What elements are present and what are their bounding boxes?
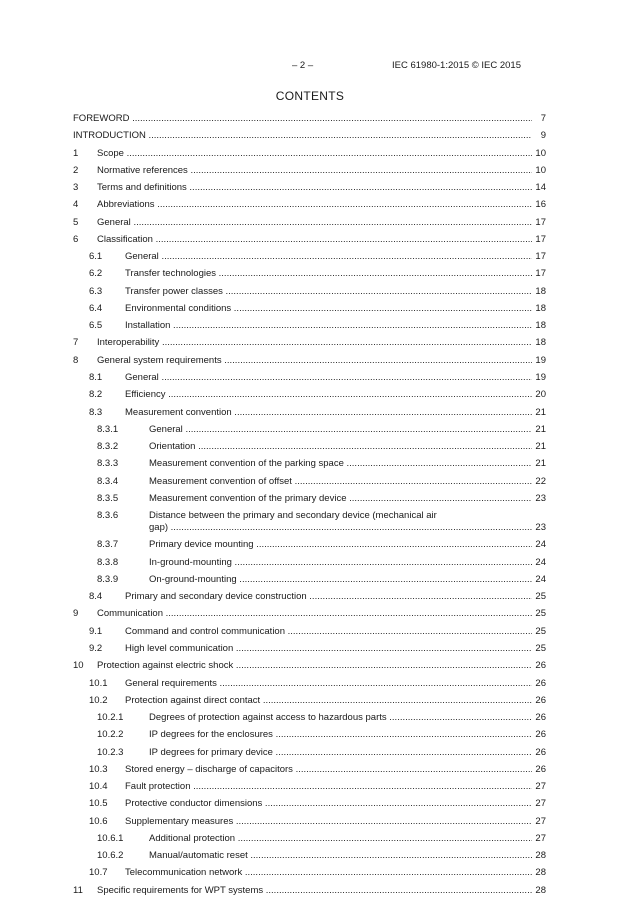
toc-entry-page: 21 <box>535 423 546 435</box>
toc-entry-title: Stored energy – discharge of capacitors ..... <box>125 764 532 776</box>
toc-entry-page: 25 <box>535 642 546 654</box>
toc-entry-page: 19 <box>535 354 546 366</box>
toc-entry-number: 9.2 <box>89 642 103 654</box>
toc-entry-number: 10.6.2 <box>97 850 124 862</box>
toc-entry[interactable] <box>73 234 546 246</box>
toc-entry-title: Specific requirements for WPT systems ..... <box>97 885 532 897</box>
toc-entry-page: 24 <box>535 573 546 585</box>
toc-entry-title: Environmental conditions ..... <box>125 303 532 315</box>
toc-entry-title: General ..... <box>125 372 532 384</box>
toc-entry-page: 28 <box>535 884 546 896</box>
toc-entry-number: 8.3.6 <box>97 510 119 522</box>
toc-entry-number: 10.2.2 <box>97 729 124 741</box>
toc-entry-title: Protection against direct contact ..... <box>125 695 532 707</box>
toc-entry-number: 10.2 <box>89 694 108 706</box>
toc-entry-title: Abbreviations ..... <box>97 199 532 211</box>
toc-entry[interactable] <box>73 389 546 401</box>
toc-entry-title: Scope ..... <box>97 148 532 160</box>
toc-entry[interactable] <box>73 695 546 707</box>
page-header <box>0 60 620 74</box>
toc-entry[interactable] <box>73 130 546 142</box>
toc-entry-page: 20 <box>535 389 546 401</box>
toc-entry-title: Measurement convention of the primary device ..... <box>149 493 532 505</box>
toc-entry[interactable] <box>73 493 546 505</box>
toc-entry-page: 26 <box>535 694 546 706</box>
toc-entry-title: Installation ..... <box>125 320 532 332</box>
toc-entry-title: General ..... <box>97 217 532 229</box>
toc-entry-title: Telecommunication network ..... <box>125 867 532 879</box>
toc-entry-title: gap) ..... <box>149 522 532 534</box>
toc-entry[interactable] <box>73 510 546 534</box>
toc-entry[interactable] <box>73 372 546 384</box>
toc-entry-title: Measurement convention of the parking space ..... <box>149 458 532 470</box>
toc-entry-number: 8.3.4 <box>97 475 119 487</box>
toc-entry-title: INTRODUCTION ..... <box>73 130 532 142</box>
toc-entry[interactable] <box>73 199 546 211</box>
toc-entry[interactable] <box>73 113 546 125</box>
toc-entry[interactable] <box>73 747 546 759</box>
toc-entry-title: Additional protection ..... <box>149 833 532 845</box>
toc-entry-number: 10.1 <box>89 677 108 689</box>
toc-entry-number: 8.3.1 <box>97 423 119 435</box>
toc-entry-title: Interoperability ..... <box>97 337 532 349</box>
toc-entry-number: 8.1 <box>89 371 103 383</box>
toc-entry-page: 10 <box>535 147 546 159</box>
toc-entry-page: 26 <box>535 712 546 724</box>
toc-entry-number: 2 <box>73 164 79 176</box>
toc-entry[interactable] <box>73 303 546 315</box>
toc-entry-number: 8.3.7 <box>97 539 119 551</box>
toc-entry-page: 26 <box>535 660 546 672</box>
toc-entry[interactable] <box>73 850 546 862</box>
toc-entry-number: 10.6.1 <box>97 832 124 844</box>
toc-entry-number: 10.7 <box>89 867 108 879</box>
toc-entry-number: 1 <box>73 147 79 159</box>
toc-entry-page: 17 <box>535 268 546 280</box>
toc-entry-page: 26 <box>535 729 546 741</box>
toc-entry-title: On-ground-mounting ..... <box>149 574 532 586</box>
toc-entry-number: 10.6 <box>89 815 108 827</box>
page-title: CONTENTS <box>275 89 345 103</box>
toc-entry-page: 28 <box>535 850 546 862</box>
toc-entry-page: 21 <box>535 441 546 453</box>
toc-entry-title: High level communication ..... <box>125 643 532 655</box>
toc-entry-title: Efficiency ..... <box>125 389 532 401</box>
toc-entry-title: Protective conductor dimensions ..... <box>125 798 532 810</box>
toc-entry-number: 5 <box>73 216 79 228</box>
toc-entry-title: Normative references ..... <box>97 165 532 177</box>
toc-entry-page: 21 <box>535 458 546 470</box>
toc-entry[interactable] <box>73 441 546 453</box>
toc-entry[interactable] <box>73 148 546 160</box>
toc-entry-title: General system requirements ..... <box>97 355 532 367</box>
toc-entry-page: 21 <box>535 406 546 418</box>
toc-entry-number: 9.1 <box>89 625 103 637</box>
toc-entry-title: Terms and definitions ..... <box>97 182 532 194</box>
toc-entry-number: 6.2 <box>89 268 103 280</box>
toc-entry[interactable] <box>73 608 546 620</box>
toc-entry-title: General ..... <box>125 251 532 263</box>
toc-entry-title: Protection against electric shock ..... <box>97 660 532 672</box>
toc-entry-page: 23 <box>535 492 546 504</box>
toc-entry-title: Primary device mounting ..... <box>149 539 532 551</box>
toc-entry[interactable] <box>73 286 546 298</box>
toc-entry[interactable] <box>73 337 546 349</box>
toc-entry[interactable] <box>73 320 546 332</box>
toc-entry-page: 27 <box>535 781 546 793</box>
toc-entry-title: IP degrees for primary device ..... <box>149 747 532 759</box>
toc-entry-title: Supplementary measures ..... <box>125 816 532 828</box>
toc-entry-page: 24 <box>535 556 546 568</box>
toc-entry-number: 8.3.3 <box>97 458 119 470</box>
toc-entry-page: 7 <box>540 113 546 124</box>
toc-entry-page: 18 <box>535 337 546 349</box>
toc-entry-title: IP degrees for the enclosures ..... <box>149 729 532 741</box>
toc-entry-title: Degrees of protection against access to hazardous parts ..... <box>149 712 532 724</box>
toc-entry-number: 8.3.9 <box>97 573 119 585</box>
toc-entry[interactable] <box>73 458 546 470</box>
toc-entry-title: Transfer power classes ..... <box>125 286 532 298</box>
toc-entry[interactable] <box>73 476 546 488</box>
toc-entry[interactable] <box>73 574 546 586</box>
toc-entry-number: 10.2.1 <box>97 712 124 724</box>
toc-entry-title: Fault protection ..... <box>125 781 532 793</box>
toc-entry-number: 10.5 <box>89 798 108 810</box>
toc-entry-page: 26 <box>535 677 546 689</box>
toc-entry[interactable] <box>73 764 546 776</box>
toc-entry-page: 27 <box>535 832 546 844</box>
toc-entry-title: Manual/automatic reset ..... <box>149 850 532 862</box>
toc-entry-number: 8.3.2 <box>97 441 119 453</box>
toc-entry[interactable] <box>73 407 546 419</box>
toc-entry-number: 10.3 <box>89 763 108 775</box>
toc-entry[interactable] <box>73 678 546 690</box>
table-of-contents <box>73 113 546 902</box>
toc-entry-page: 16 <box>535 199 546 211</box>
toc-entry[interactable] <box>73 217 546 229</box>
toc-entry-page: 22 <box>535 475 546 487</box>
toc-entry-number: 11 <box>73 884 83 896</box>
toc-entry[interactable] <box>73 557 546 569</box>
toc-entry-number: 4 <box>73 199 79 211</box>
toc-entry-page: 18 <box>535 320 546 332</box>
toc-entry-page: 18 <box>535 302 546 314</box>
toc-entry[interactable] <box>73 539 546 551</box>
toc-entry-number: 8 <box>73 354 79 366</box>
toc-entry-page: 24 <box>535 539 546 551</box>
toc-entry-number: 10 <box>73 660 84 672</box>
toc-entry-number: 6.5 <box>89 320 103 332</box>
toc-entry[interactable] <box>73 729 546 741</box>
toc-entry-title: Classification ..... <box>97 234 532 246</box>
toc-entry-number: 8.3 <box>89 406 103 418</box>
toc-entry-title: General requirements ..... <box>125 678 532 690</box>
document-reference: IEC 61980-1:2015 © IEC 2015 <box>392 60 522 71</box>
toc-entry-title: Communication ..... <box>97 608 532 620</box>
toc-entry-page: 27 <box>535 798 546 810</box>
toc-entry-number: 8.3.8 <box>97 556 119 568</box>
toc-entry-title: Measurement convention ..... <box>125 407 532 419</box>
toc-entry[interactable] <box>73 833 546 845</box>
toc-entry-page: 9 <box>540 130 546 142</box>
toc-entry-page: 17 <box>535 251 546 263</box>
toc-entry-page: 27 <box>535 815 546 827</box>
toc-entry-number: 8.4 <box>89 591 103 603</box>
toc-entry[interactable] <box>73 885 546 897</box>
page-number: – 2 – <box>292 60 314 71</box>
toc-entry-title: Transfer technologies ..... <box>125 268 532 280</box>
toc-entry[interactable] <box>73 712 546 724</box>
toc-entry[interactable] <box>73 251 546 263</box>
toc-entry-page: 18 <box>535 285 546 297</box>
toc-entry[interactable] <box>73 268 546 280</box>
toc-entry-number: 8.2 <box>89 389 103 401</box>
toc-entry-number: 7 <box>73 337 79 349</box>
toc-entry[interactable] <box>73 182 546 194</box>
toc-entry-number: 10.4 <box>89 781 108 793</box>
toc-entry-page: 23 <box>535 522 546 534</box>
toc-entry-page: 25 <box>535 591 546 603</box>
toc-entry[interactable] <box>73 626 546 638</box>
toc-entry-page: 25 <box>535 608 546 620</box>
toc-entry-page: 25 <box>535 625 546 637</box>
toc-entry-title: General ..... <box>149 424 532 436</box>
toc-entry-page: 14 <box>535 182 546 194</box>
toc-entry[interactable] <box>73 424 546 436</box>
toc-entry-number: 9 <box>73 608 79 620</box>
toc-entry-number: 8.3.5 <box>97 492 119 504</box>
toc-entry-page: 19 <box>535 371 546 383</box>
toc-entry-title: Measurement convention of offset ..... <box>149 476 532 488</box>
toc-entry-title: FOREWORD ..... <box>73 113 532 125</box>
toc-entry[interactable] <box>73 816 546 828</box>
toc-entry[interactable] <box>73 781 546 793</box>
toc-entry-title: Command and control communication ..... <box>125 626 532 638</box>
toc-entry[interactable] <box>73 660 546 672</box>
toc-entry-page: 17 <box>535 216 546 228</box>
toc-entry-number: 3 <box>73 182 79 194</box>
toc-entry-title: Orientation ..... <box>149 441 532 453</box>
toc-entry-number: 6 <box>73 233 79 245</box>
toc-entry-title: In-ground-mounting ..... <box>149 557 532 569</box>
toc-entry-number: 6.3 <box>89 285 103 297</box>
toc-entry-page: 26 <box>535 763 546 775</box>
toc-entry[interactable] <box>73 165 546 177</box>
toc-entry[interactable] <box>73 867 546 879</box>
toc-entry[interactable] <box>73 643 546 655</box>
toc-entry-number: 6.1 <box>89 251 103 263</box>
toc-entry-title-line1: Distance between the primary and secondary device (mechanical air <box>149 510 437 522</box>
toc-entry-number: 10.2.3 <box>97 746 124 758</box>
toc-entry-page: 17 <box>535 233 546 245</box>
toc-entry-page: 10 <box>535 164 546 176</box>
toc-entry-page: 26 <box>535 746 546 758</box>
toc-entry[interactable] <box>73 798 546 810</box>
toc-entry[interactable] <box>73 591 546 603</box>
toc-entry-number: 6.4 <box>89 302 103 314</box>
toc-entry-title: Primary and secondary device construction ..... <box>125 591 532 603</box>
toc-entry-page: 28 <box>535 867 546 879</box>
toc-entry[interactable] <box>73 355 546 367</box>
